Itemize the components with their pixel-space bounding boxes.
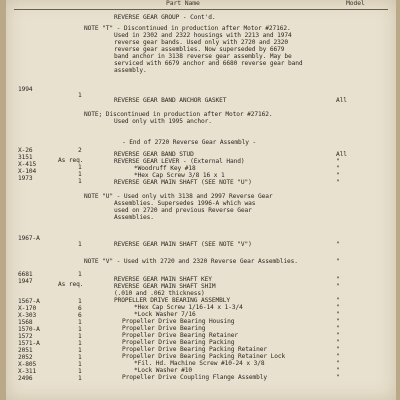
- text-line: 2051: [18, 347, 33, 354]
- text-line: 2052: [18, 354, 33, 361]
- text-line: REVERSE GEAR MAIN SHAFT KEY: [114, 276, 212, 283]
- text-line: *Hex Cap Screw 3/8 16 x 1: [134, 172, 225, 179]
- text-line: X-303: [18, 312, 37, 319]
- text-line: reverse gear bands. Used only with 2720 and 2320: [114, 39, 289, 46]
- text-line: used on 2720 and previous Reverse Gear: [114, 207, 252, 214]
- text-line: *Fil. Hd. Machine Screw #10-24 x 3/8: [134, 360, 265, 367]
- text-line: 1: [78, 354, 82, 361]
- text-line: REVERSE GEAR MAIN SHAFT (SEE NOTE "V"): [114, 241, 252, 248]
- text-line: REVERSE GEAR BAND STUD: [114, 151, 194, 158]
- text-line: REVERSE GEAR MAIN SHAFT SHIM: [114, 283, 216, 290]
- text-line: As req.: [58, 281, 84, 288]
- text-line: 3151: [18, 154, 33, 161]
- text-line: 1: [78, 298, 82, 305]
- text-line: X-311: [18, 368, 37, 375]
- column-header-model: Model: [346, 0, 365, 7]
- text-line: REVERSE GEAR MAIN SHAFT (SEE NOTE "U"): [114, 179, 252, 186]
- text-line: *Hex Cap Screw 1/16-14 x 1-3/4: [134, 304, 243, 311]
- text-line: Propeller Drive Bearing Housing: [122, 318, 235, 325]
- text-line: Propeller Drive Bearing Retainer: [122, 332, 239, 339]
- text-line: Propeller Drive Bearing: [122, 325, 206, 332]
- text-line: As req.: [58, 157, 84, 164]
- text-line: Propeller Drive Bearing Packing: [122, 339, 235, 346]
- text-line: ": [336, 346, 340, 353]
- text-line: Propeller Drive Coupling Flange Assembly: [122, 374, 268, 381]
- text-line: *Lock Washer 7/16: [134, 311, 196, 318]
- text-line: ": [336, 332, 340, 339]
- document-page: [6, 0, 396, 400]
- text-line: X-415: [18, 161, 37, 168]
- text-line: 1567-A: [18, 298, 40, 305]
- text-line: NOTE; Discontinued in production after Motor #27162.: [84, 111, 273, 118]
- text-line: 2496: [18, 375, 33, 382]
- text-line: ": [336, 367, 340, 374]
- text-line: X-104: [18, 168, 37, 175]
- text-line: 1994: [18, 86, 33, 93]
- text-line: PROPELLER DRIVE BEARING ASSEMBLY: [114, 297, 231, 304]
- text-line: 6: [78, 305, 82, 312]
- text-line: 6681: [18, 271, 33, 278]
- text-line: ": [336, 165, 340, 172]
- text-line: ": [336, 297, 340, 304]
- text-line: assembly.: [114, 67, 147, 74]
- text-line: 1947: [18, 278, 33, 285]
- text-line: ": [336, 258, 340, 265]
- text-line: ": [336, 339, 340, 346]
- text-line: 1570-A: [18, 326, 40, 333]
- text-line: 1: [78, 271, 82, 278]
- text-line: 1: [78, 92, 82, 99]
- text-line: 1: [78, 340, 82, 347]
- column-header-part-name: Part Name: [166, 0, 200, 7]
- text-line: ": [336, 172, 340, 179]
- text-line: - End of 2720 Reverse Gear Assembly -: [122, 139, 257, 146]
- text-line: ": [336, 241, 340, 248]
- text-line: ": [336, 158, 340, 165]
- text-line: ": [336, 374, 340, 381]
- text-line: Used only with 1995 anchor.: [114, 118, 212, 125]
- text-line: 1973: [18, 175, 33, 182]
- text-line: reverse gear assemblies. Now superseded by 6679: [114, 46, 285, 53]
- text-line: X-805: [18, 361, 37, 368]
- text-line: 1: [78, 347, 82, 354]
- text-line: 1: [78, 368, 82, 375]
- text-line: 1: [78, 319, 82, 326]
- text-line: *Lock Washer #10: [134, 367, 193, 374]
- text-line: 1: [78, 241, 82, 248]
- text-line: X-170: [18, 305, 37, 312]
- text-line: All: [336, 151, 347, 158]
- text-line: REVERSE GEAR GROUP - Cont'd.: [114, 14, 216, 21]
- text-line: 1: [78, 333, 82, 340]
- text-line: *Woodruff Key #18: [134, 165, 196, 172]
- text-line: 1572: [18, 333, 33, 340]
- text-line: Propeller Drive Bearing Packing Retainer: [122, 346, 268, 353]
- text-line: 1: [78, 375, 82, 382]
- text-line: 6: [78, 312, 82, 319]
- text-line: Used in 2302 and 2322 housings with 2213 and 1974: [114, 32, 292, 39]
- text-line: Propeller Drive Bearing Packing Retainer Lock: [122, 353, 286, 360]
- text-line: ": [336, 304, 340, 311]
- text-line: NOTE "U" - Used only with 3138 and 2997 Reverse Gear: [84, 193, 273, 200]
- text-line: 1: [78, 361, 82, 368]
- text-line: 1568: [18, 319, 33, 326]
- text-line: NOTE "V" - Used with 2720 and 2320 Reverse Gear Assemblies.: [84, 258, 298, 265]
- text-line: (.010 and .062 thickness): [114, 290, 205, 297]
- text-line: band anchor in 3138 reverse gear assembly. May be: [114, 53, 292, 60]
- text-line: ": [336, 325, 340, 332]
- text-line: ": [336, 318, 340, 325]
- text-line: Assemblies.: [114, 214, 154, 221]
- text-line: X-26: [18, 147, 33, 154]
- text-line: 1: [78, 178, 82, 185]
- text-line: ": [336, 276, 340, 283]
- text-line: ": [336, 311, 340, 318]
- text-line: All: [336, 97, 347, 104]
- text-line: REVERSE GEAR BAND ANCHOR GASKET: [114, 97, 227, 104]
- text-line: serviced with 6679 anchor and 6680 reverse gear band: [114, 60, 303, 67]
- text-line: Assemblies. Supersedes 1996-A which was: [114, 200, 256, 207]
- text-line: 1967-A: [18, 235, 40, 242]
- text-line: 1: [78, 326, 82, 333]
- text-line: 1: [78, 171, 82, 178]
- text-line: ": [336, 283, 340, 290]
- text-line: ": [336, 353, 340, 360]
- header-rule: [14, 9, 388, 10]
- text-line: 1: [78, 164, 82, 171]
- text-line: 1571-A: [18, 340, 40, 347]
- text-line: 2: [78, 147, 82, 154]
- text-line: REVERSE GEAR LEVER - (External Hand): [114, 158, 245, 165]
- text-line: NOTE "T" - Discontinued in production after Motor #27162.: [84, 25, 291, 32]
- text-line: ": [336, 179, 340, 186]
- text-line: ": [336, 360, 340, 367]
